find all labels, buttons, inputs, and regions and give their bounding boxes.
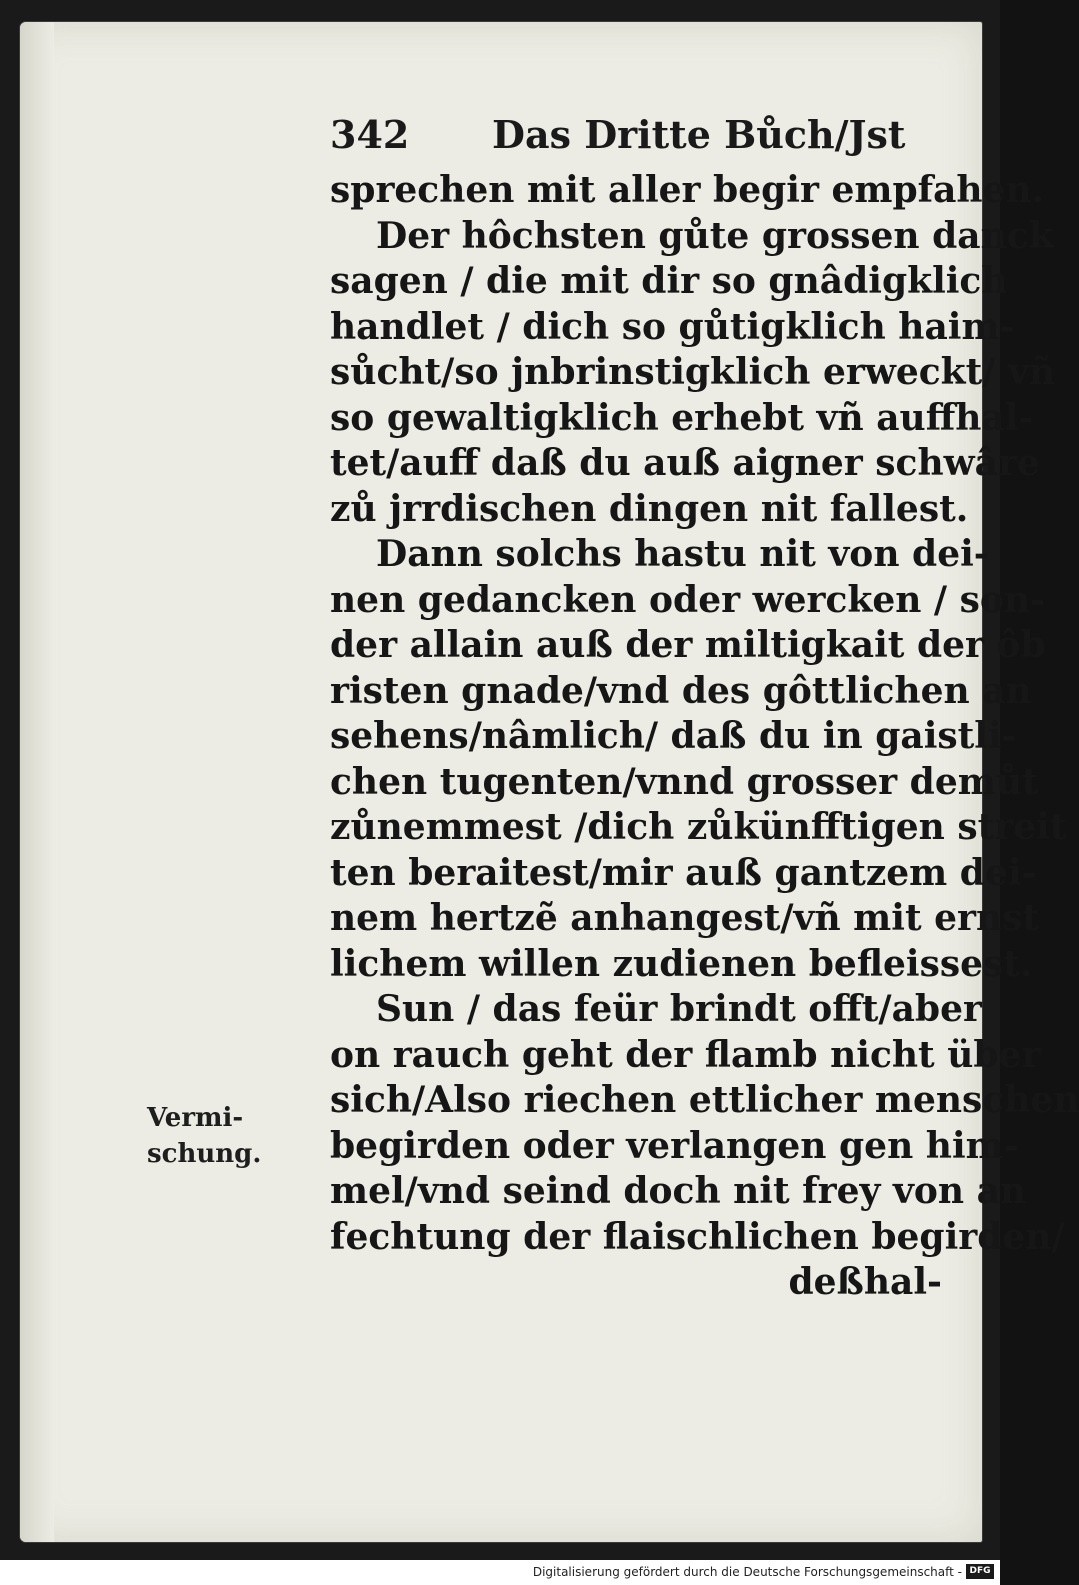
text-line: sagen / die mit dir so gnâdigklich [330, 260, 1008, 302]
text-line: mel/vnd seind doch nit frey von an [330, 1170, 1027, 1212]
text-line: begirden oder verlangen gen him- [330, 1124, 1019, 1167]
text-line: Sun / das feür brindt offt/aber [376, 988, 982, 1030]
marginal-note-line: schung. [147, 1139, 262, 1169]
text-line: lichem willen zudienen befleissest. [330, 942, 1033, 985]
text-line: chen tugenten/vnnd grosser demůt [330, 760, 1039, 803]
page-number: 342 [330, 112, 410, 157]
catchword: deßhal- [788, 1261, 942, 1303]
text-line: der allain auß der miltigkait der ôb [330, 624, 1046, 666]
text-line: Dann solchs hastu nit von dei- [376, 533, 989, 575]
dfg-logo-icon: DFG [966, 1564, 994, 1579]
text-line: zů jrrdischen dingen nit fallest. [330, 487, 969, 530]
text-line: ten beraitest/mir auß gantzem dei- [330, 851, 1037, 894]
marginal-note-line: Vermi- [147, 1103, 244, 1133]
text-line: risten gnade/vnd des gôttlichen an [330, 669, 1032, 712]
page-edge [20, 22, 54, 1542]
page-header [330, 112, 906, 168]
text-line: handlet / dich so gůtigklich haim- [330, 305, 1015, 348]
text-line: sich/Also riechen ettlicher menschen [330, 1079, 1079, 1121]
text-line: tet/auff daß du auß aigner schwâre [330, 442, 1040, 484]
text-line: sůcht/so jnbrinstigklich erweckt/ vñ [330, 351, 1056, 393]
text-line: on rauch geht der flamb nicht über [330, 1033, 1041, 1076]
running-title: Das Dritte Bůch/Jst [492, 112, 906, 157]
body-text [330, 168, 1079, 1306]
marginal-note [147, 1100, 277, 1172]
text-line: nem hertzẽ anhangest/vñ mit ernst [330, 897, 1040, 939]
text-line: nen gedancken oder wercken / son- [330, 578, 1046, 621]
footer-credit: Digitalisierung gefördert durch die Deutsche Forschungsgemeinschaft - [532, 1565, 962, 1579]
text-line: so gewaltigklich erhebt vñ auffhal- [330, 396, 1034, 439]
text-line: sehens/nâmlich/ daß du in gaistli- [330, 715, 1017, 757]
text-line: fechtung der flaischlichen begirden/ [330, 1215, 1065, 1258]
text-line: sprechen mit aller begir empfahen. [330, 169, 1045, 211]
text-line: zůnemmest /dich zůkünfftigen streit [330, 806, 1067, 848]
text-line: Der hôchsten gůte grossen danck [376, 214, 1054, 257]
